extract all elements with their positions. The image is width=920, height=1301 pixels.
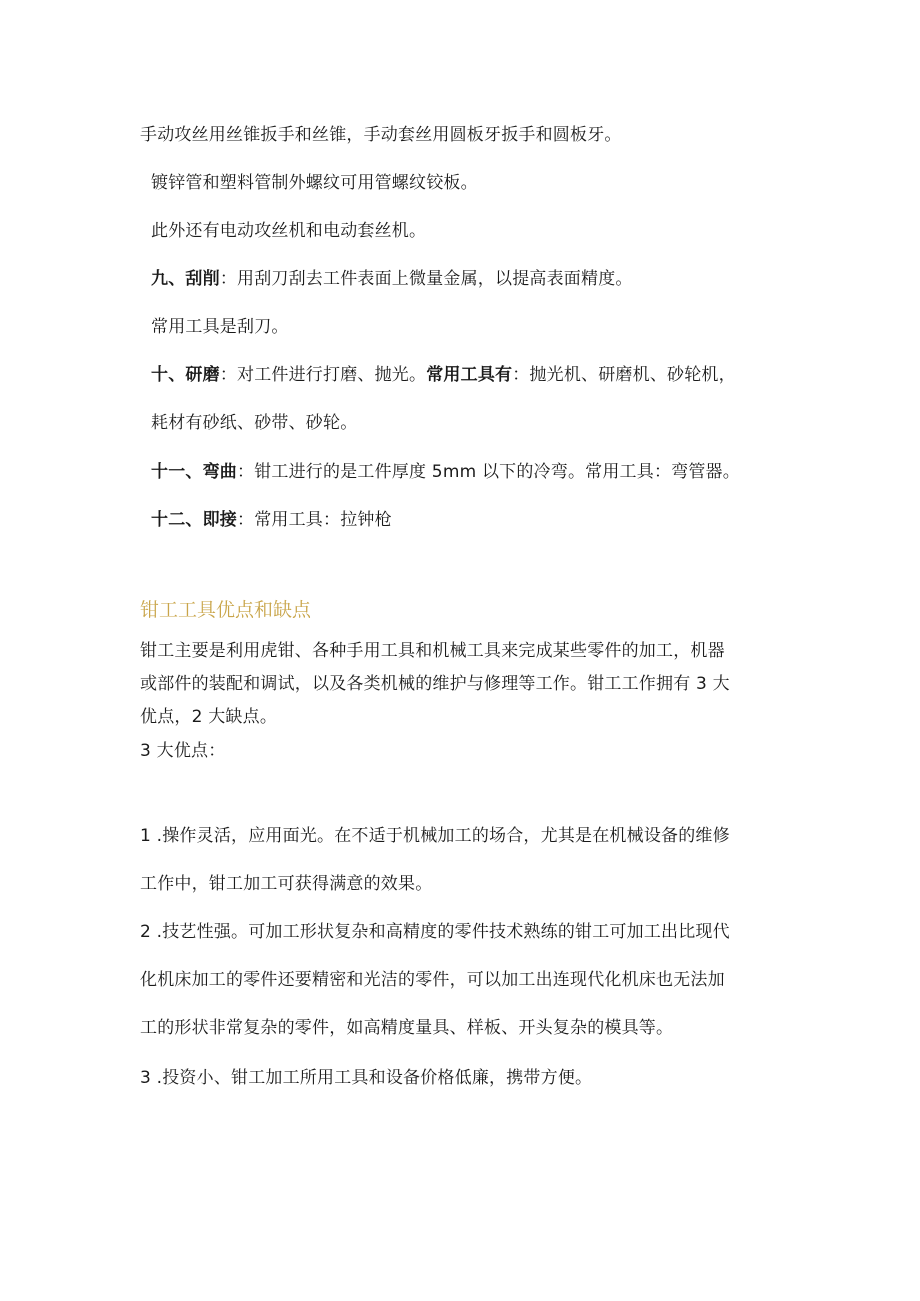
list-item-3: 3 .投资小、钳工加工所用工具和设备价格低廉，携带方便。: [140, 1068, 593, 1088]
paragraph-line: 钳工主要是利用虎钳、各种手用工具和机械工具来完成某些零件的加工，机器: [140, 641, 725, 661]
text-line: 耗材有砂纸、砂带、砂轮。: [151, 413, 358, 433]
text-line: 镀锌管和塑料管制外螺纹可用管螺纹铰板。: [151, 173, 478, 193]
list-item-2-cont: 工的形状非常复杂的零件，如高精度量具、样板、开头复杂的模具等。: [140, 1018, 674, 1038]
item-10-title: 十、研磨: [151, 365, 220, 385]
text-line: 此外还有电动攻丝机和电动套丝机。: [151, 221, 427, 241]
item-11-text: ：钳工进行的是工件厚度 5mm 以下的冷弯。常用工具：弯管器。: [237, 462, 740, 482]
advantages-label: 3 大优点：: [140, 741, 226, 761]
paragraph-line: 优点，2 大缺点。: [140, 707, 278, 727]
item-9-text: ：用刮刀刮去工件表面上微量金属，以提高表面精度。: [219, 269, 633, 289]
item-9-title: 九、刮削: [151, 269, 220, 289]
item-12-title: 十二、即接: [151, 510, 237, 530]
text-line: 手动攻丝用丝锥扳手和丝锥，手动套丝用圆板牙扳手和圆板牙。: [140, 125, 622, 145]
list-item-1-cont: 工作中，钳工加工可获得满意的效果。: [140, 874, 433, 894]
item-10: [151, 364, 736, 386]
item-11-title: 十一、弯曲: [151, 462, 237, 482]
list-item-1: 1 .操作灵活，应用面光。在不适于机械加工的场合，尤其是在机械设备的维修: [140, 826, 730, 846]
section-heading: 钳工工具优点和缺点: [140, 599, 312, 621]
list-item-2-cont: 化机床加工的零件还要精密和光洁的零件，可以加工出连现代化机床也无法加: [140, 970, 725, 990]
item-12: [151, 509, 392, 531]
text-line: 常用工具是刮刀。: [151, 317, 289, 337]
paragraph-line: 或部件的装配和调试，以及各类机械的维护与修理等工作。钳工工作拥有 3 大: [140, 674, 730, 694]
item-11: [151, 461, 740, 483]
item-10-text: ：对工件进行打磨、抛光。: [219, 365, 427, 385]
item-10-tools: ：抛光机、研磨机、砂轮机，: [512, 365, 736, 385]
item-9: [151, 268, 633, 290]
item-12-text: ：常用工具：拉钟枪: [237, 510, 392, 530]
item-10-tools-label: 常用工具有: [426, 365, 513, 385]
list-item-2: 2 .技艺性强。可加工形状复杂和高精度的零件技术熟练的钳工可加工出比现代: [140, 922, 730, 942]
